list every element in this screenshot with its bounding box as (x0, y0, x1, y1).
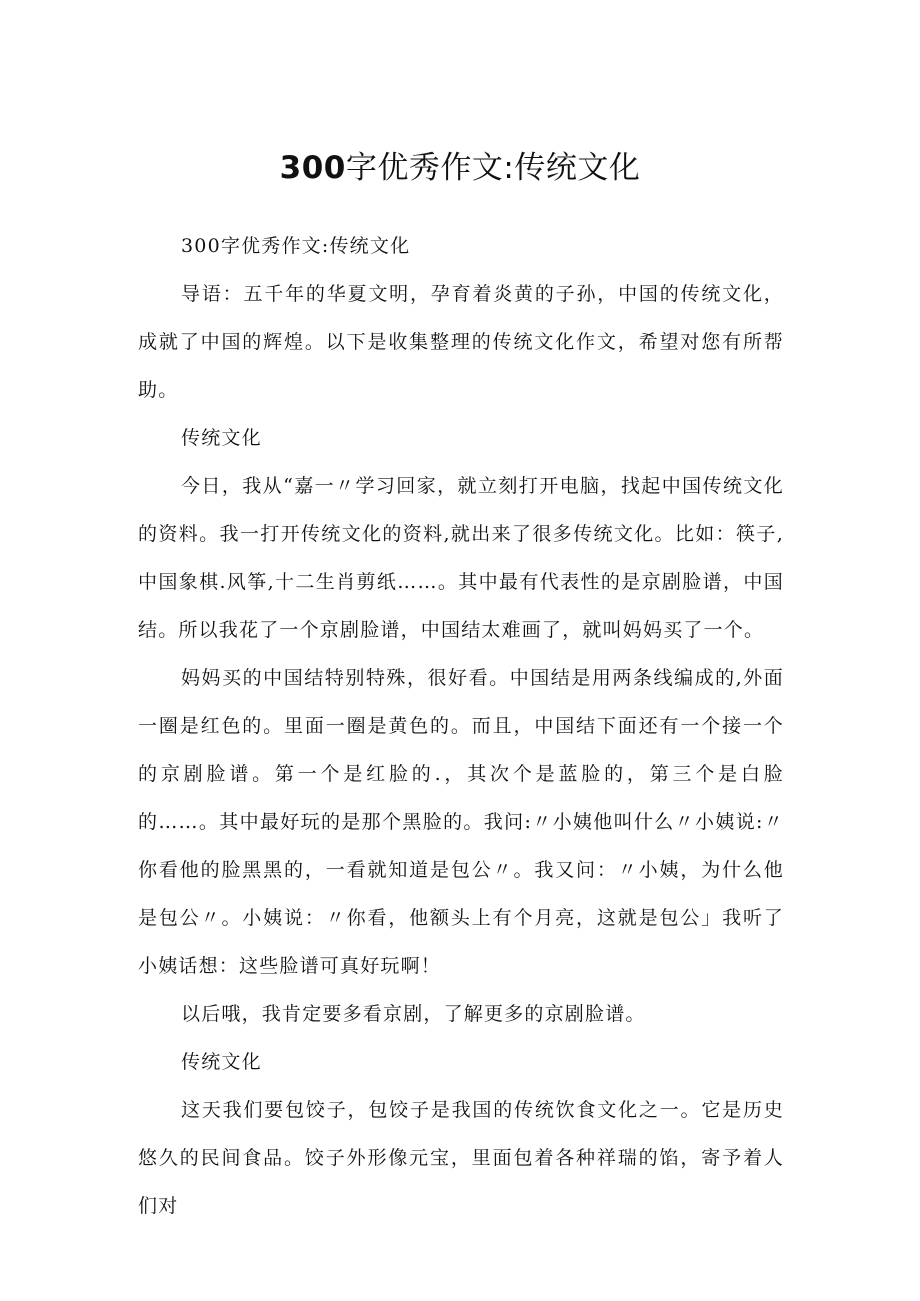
subtitle-paragraph: 300字优秀作文:传统文化 (181, 235, 411, 257)
intro-paragraph: 导语：五千年的华夏文明，孕育着炎黄的子孙，中国的传统文化，成就了中国的辉煌。以下是收集整理的传统文化作文，希望对您有所帮助。 (138, 283, 784, 401)
body-paragraph: 以后哦，我肯定要多看京剧，了解更多的京剧脸谱。 (181, 1003, 646, 1025)
body-paragraph: 今日，我从“嘉一〃学习回家，就立刻打开电脑，找起中国传统文化的资料。我一打开传统文化的资料,就出来了很多传统文化。比如：筷子,中国象棋.风筝,十二生肖剪纸……。其中最有代表性的是京剧脸谱，中国结。所以我花了一个京剧脸谱，中国结太难画了，就叫妈妈买了一个。 (138, 475, 784, 641)
section-heading: 传统文化 (181, 1051, 262, 1073)
page-title-text: 字优秀作文:传统文化 (345, 150, 641, 186)
section-heading: 传统文化 (181, 427, 262, 449)
page-title-number: 300 (279, 150, 346, 186)
body-paragraph: 妈妈买的中国结特别特殊，很好看。中国结是用两条线编成的,外面一圈是红色的。里面一圈是黄色的。而且，中国结下面还有一个接一个的京剧脸谱。第一个是红脸的.，其次个是蓝脸的，第三个是白脸的……。其中最好玩的是那个黑脸的。我问:〃小姨他叫什么〃小姨说:〃你看他的脸黑黑的，一看就知道是包公〃。我又问：〃小姨，为什么他是包公〃。小姨说：〃你看，他额头上有个月亮，这就是包公」我听了小姨话想：这些脸谱可真好玩啊！ (138, 667, 784, 977)
body-paragraph: 这天我们要包饺子，包饺子是我国的传统饮食文化之一。它是历史悠久的民间食品。饺子外形像元宝，里面包着各种祥瑞的馅，寄予着人们对 (138, 1099, 784, 1217)
page-title (0, 142, 920, 187)
document-body (138, 222, 784, 1230)
